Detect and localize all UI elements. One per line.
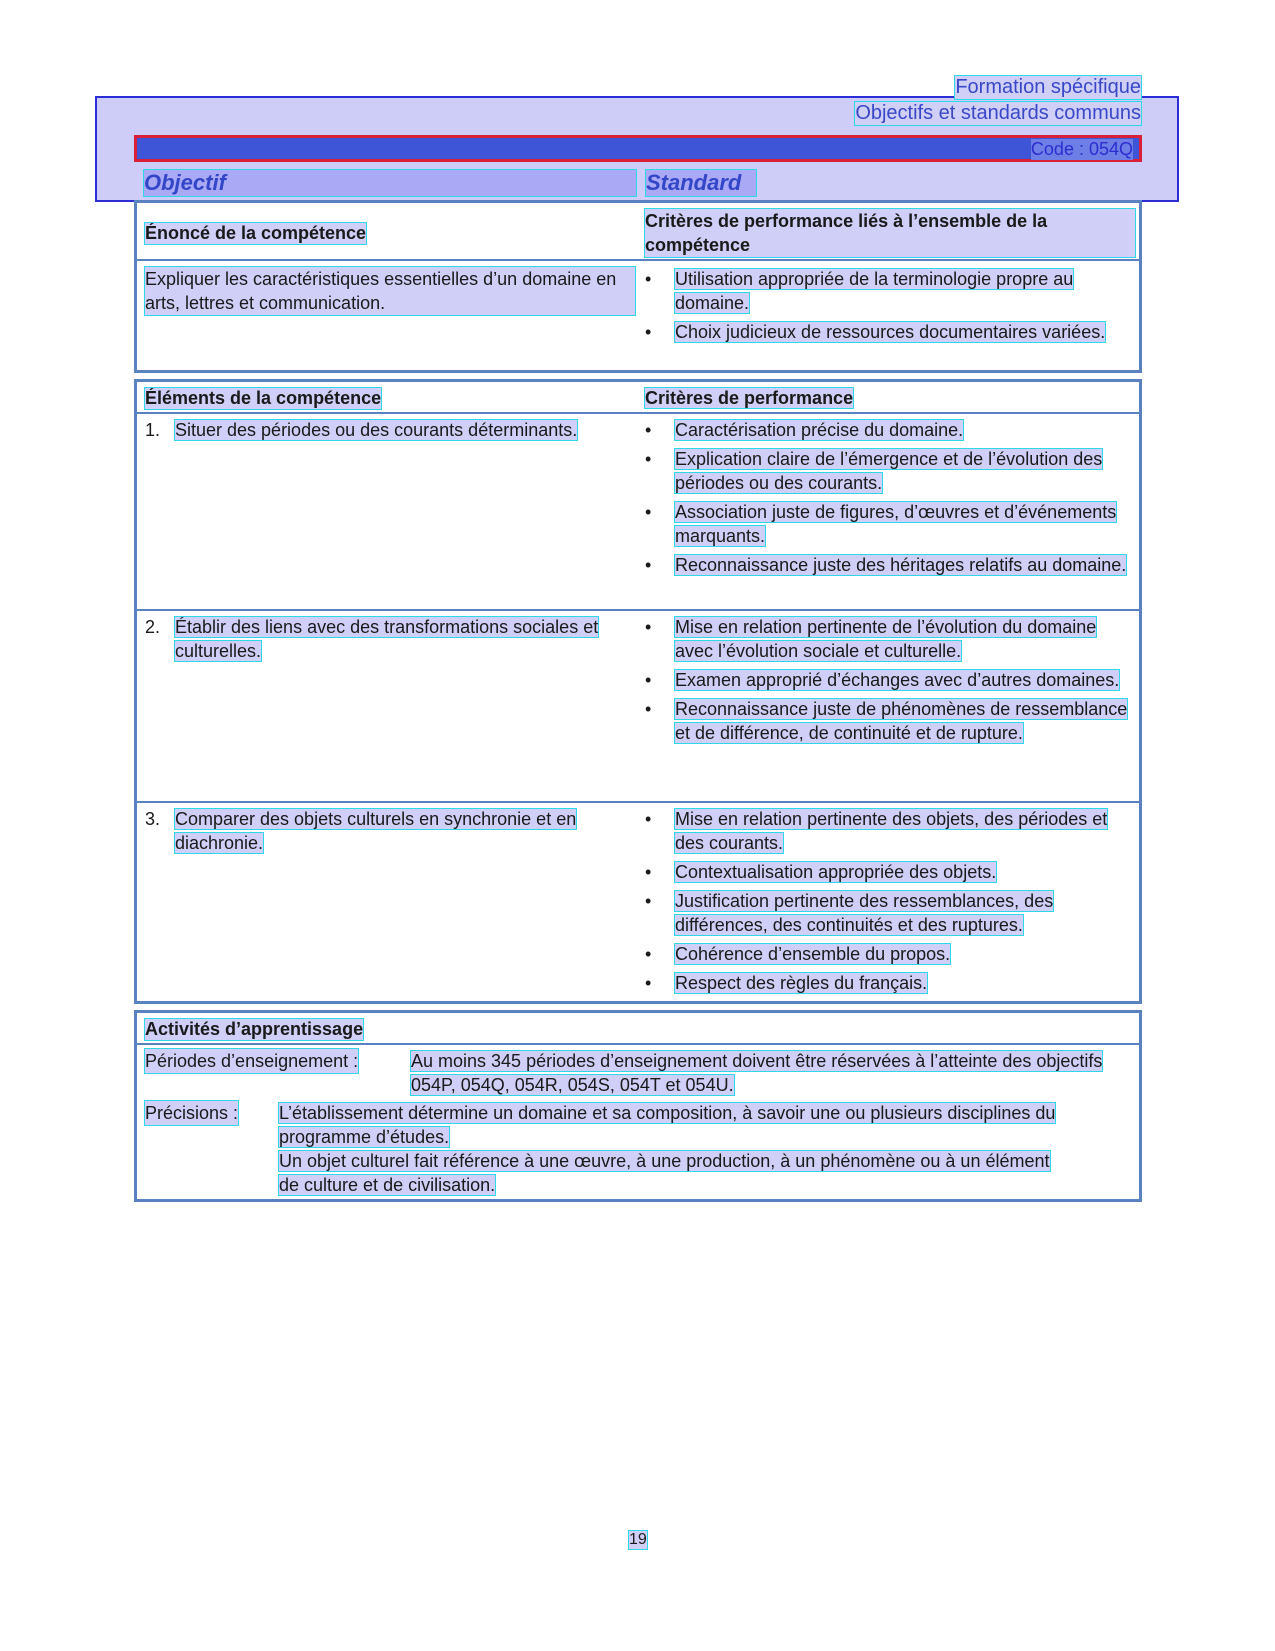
criteria-item: • Respect des règles du français. [645,973,928,993]
criteria-item: • Mise en relation pertinente des objets, des périodes et des courants. [645,809,1108,853]
criteria-item: • Contextualisation appropriée des objets. [645,862,997,882]
criteria-item: • Explication claire de l’émergence et de l’évolution des périodes ou des courants. [645,449,1103,493]
bullet-icon: • [645,617,652,637]
page-number: 19 [629,1531,647,1548]
criteria-item: • Utilisation appropriée de la terminologie propre au domaine. [645,269,1074,313]
precisions-text: L’établissement détermine un domaine et sa composition, à savoir une ou plusieurs disciplines du programme d’études. Un objet culturel fait référence à une œuvre, à une production, à un phénomène ou à un élément de culture et de civilisation. [279,1103,1056,1195]
elements-title: Éléments de la compétence [145,388,382,408]
enonce-table [134,200,1142,373]
criteria-item: • Reconnaissance juste des héritages relatifs au domaine. [645,555,1127,575]
activites-title: Activités d’apprentissage [145,1019,364,1039]
periodes-text: Au moins 345 périodes d’enseignement doivent être réservées à l’atteinte des objectifs 054P, 054Q, 054R, 054S, 054T et 054U. [411,1051,1103,1095]
element-row-1 [137,412,1139,609]
bullet-icon: • [645,891,652,911]
elements-header-row [137,382,1139,412]
element-item: 1. Situer des périodes ou des courants déterminants. [145,420,578,440]
criteria-item: • Examen approprié d’échanges avec d’autres domaines. [645,670,1120,690]
standard-heading: Standard [646,170,756,196]
bullet-icon: • [645,699,652,719]
criteria-item: • Justification pertinente des ressemblances, des différences, des continuités et des ruptures. [645,891,1054,935]
activites-body-row [137,1043,1139,1200]
precisions-label: Précisions : [145,1103,239,1123]
criteria-item: • Caractérisation précise du domaine. [645,420,964,440]
bullet-icon: • [645,269,652,289]
bullet-icon: • [645,555,652,575]
code-bar [134,135,1142,162]
bullet-icon: • [645,862,652,882]
criteria-item: • Reconnaissance juste de phénomènes de ressemblance et de différence, de continuité et de rupture. [645,699,1128,743]
competence-statement: Expliquer les caractéristiques essentielles d’un domaine en arts, lettres et communication. [145,267,635,315]
objectif-heading: Objectif [144,170,636,196]
bullet-icon: • [645,322,652,342]
activites-header-row [137,1013,1139,1043]
criteria-item: • Cohérence d’ensemble du propos. [645,944,951,964]
bullet-icon: • [645,449,652,469]
bullet-icon: • [645,502,652,522]
elements-table [134,379,1142,1004]
bullet-icon: • [645,420,652,440]
objectifs-standards-label: Objectifs et standards communs [855,102,1141,124]
enonce-title: Énoncé de la compétence [145,223,367,243]
element-row-2 [137,609,1139,801]
element-item: 2. Établir des liens avec des transformations sociales et culturelles. [145,617,599,661]
bullet-icon: • [645,944,652,964]
criteria-item: • Choix judicieux de ressources documentaires variées. [645,322,1106,342]
enonce-criteria-title: Critères de performance liés à l’ensemble de la compétence [645,209,1135,257]
periodes-label: Périodes d’enseignement : [145,1051,359,1071]
bullet-icon: • [645,670,652,690]
code-label: Code : 054Q [1030,139,1133,159]
criteria-item: • Association juste de figures, d’œuvres et d’événements marquants. [645,502,1117,546]
bullet-icon: • [645,809,652,829]
element-row-3 [137,801,1139,1003]
enonce-body-row [137,259,1139,373]
elements-criteria-title: Critères de performance [645,388,854,408]
formation-label: Formation spécifique [955,76,1141,98]
activites-table [134,1010,1142,1202]
enonce-header-row [137,203,1139,259]
bullet-icon: • [645,973,652,993]
element-item: 3. Comparer des objets culturels en synchronie et en diachronie. [145,809,577,853]
criteria-item: • Mise en relation pertinente de l’évolution du domaine avec l’évolution sociale et culturelle. [645,617,1097,661]
